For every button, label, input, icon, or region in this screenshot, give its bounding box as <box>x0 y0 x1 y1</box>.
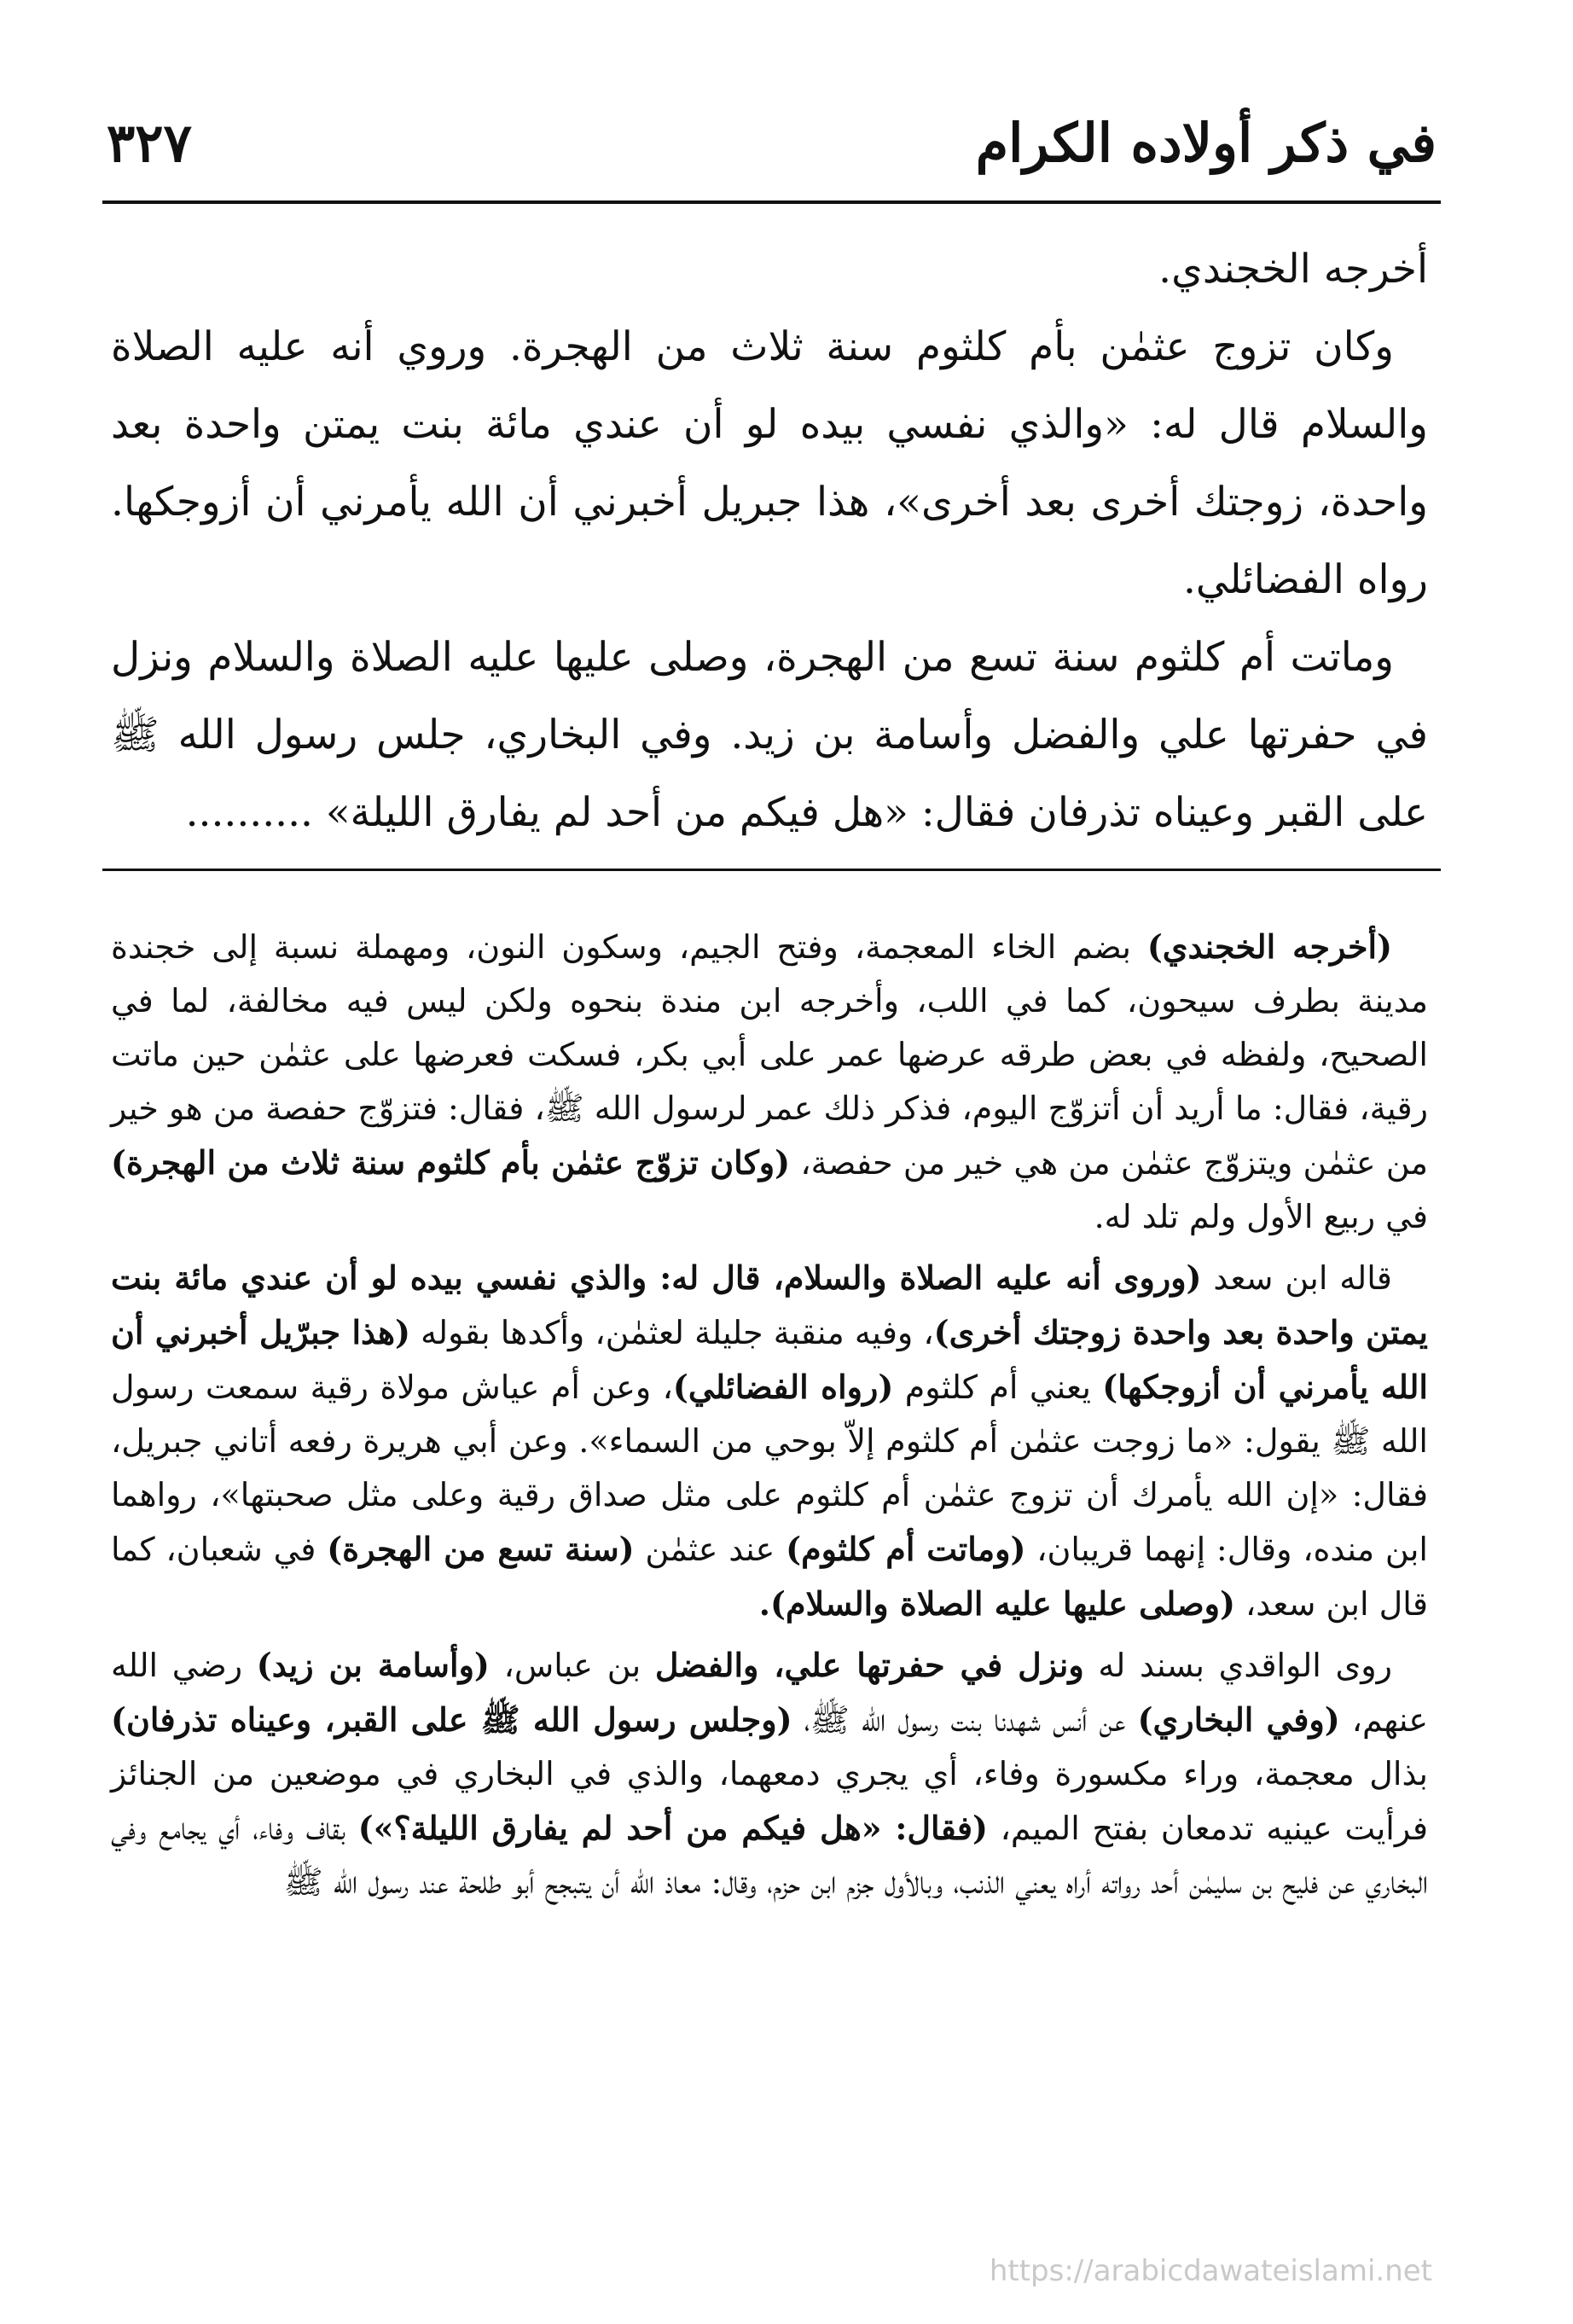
commentary-text: بن عباس، <box>489 1647 655 1684</box>
commentary-text: عند عثمٰن <box>634 1531 786 1568</box>
commentary-quote: (وفي البخاري) <box>1137 1700 1340 1739</box>
main-paragraph: أخرجه الخجندي. <box>1158 246 1428 293</box>
commentary-text: ، وفيه منقبة جليلة لعثمٰن، وأكدها بقوله <box>409 1314 934 1351</box>
commentary-text: يعني أم كلثوم <box>893 1368 1103 1406</box>
commentary-text: عن أنس شهدنا بنت رسول الله ﷺ، <box>792 1701 1138 1739</box>
commentary-paragraph <box>111 1251 1428 1631</box>
commentary-quote: (فقال: «هل فيكم من أحد لم يفارق الليلة؟») <box>357 1809 988 1847</box>
commentary-text: في شعبان، كما قال ابن سعد، <box>111 1531 1428 1623</box>
commentary-text: روى الواقدي بسند له <box>1083 1647 1392 1684</box>
commentary-quote: (وروى أنه عليه الصلاة والسلام، قال له: والذي نفسي بيده لو أن عندي مائة بنت يمتن واحدة بعد واحدة زوجتك أخرى) <box>111 1258 1428 1351</box>
commentary-quote: (وكان تزوّج عثمٰن بأم كلثوم سنة ثلاث من الهجرة) <box>111 1143 791 1182</box>
commentary-section <box>111 920 1428 1916</box>
watermark: https://arabicdawateislami.net <box>989 2254 1432 2288</box>
commentary-quote: (وأسامة بن زيد) <box>256 1646 490 1684</box>
commentary-quote: (أخرجه الخجندي) <box>1146 927 1393 966</box>
commentary-text: بذال معجمة، وراء مكسورة وفاء، أي يجري دمعهما، والذي في البخاري في موضعين من الجنائز فرأيت عينيه تدمعان بفتح الميم، <box>111 1755 1428 1847</box>
page-number: ٣٢٧ <box>107 112 192 174</box>
page-header <box>107 102 1437 183</box>
main-paragraph: وكان تزوج عثمٰن بأم كلثوم سنة ثلاث من الهجرة. وروي أنه عليه الصلاة والسلام قال له: «والذي نفسي بيده لو أن عندي مائة بنت يمتن واحدة بعد واحدة، زوجتك أخرى بعد أخرى»، هذا جبريل أخبرني أن الله يأمرني أن أزوجكها. رواه الفضائلي. <box>111 323 1428 603</box>
chapter-title: في ذكر أولاده الكرام <box>975 112 1437 174</box>
header-divider <box>102 200 1441 204</box>
commentary-quote: (وماتت أم كلثوم) <box>786 1530 1026 1568</box>
commentary-paragraph <box>111 1638 1428 1909</box>
main-text <box>111 230 1428 851</box>
commentary-paragraph <box>111 920 1428 1244</box>
commentary-text: بقاف وفاء، أي يجامع وفي البخاري عن فليح بن سليمٰن أحد رواته أراه يعني الذنب، وبالأول جزم ابن حزم، وقال: معاذ الله أن يتبجح أبو طلحة عند رسول الله ﷺ <box>111 1810 1428 1901</box>
main-paragraph <box>111 619 1428 851</box>
commentary-quote: (وجلس رسول الله ﷺ على القبر، وعيناه تذرفان) <box>111 1700 792 1739</box>
commentary-quote: ونزل في حفرتها علي، والفضل <box>654 1646 1084 1684</box>
commentary-quote: (هذا جبرّيل أخبرني أن الله يأمرني أن أزوجكها) <box>111 1313 1428 1406</box>
continuation-dots: .......... <box>185 789 313 836</box>
commentary-text: رضي الله عنهم، <box>111 1647 1428 1739</box>
commentary-text: ، وعن أم عياش مولاة رقية سمعت رسول الله ﷺ يقول: «ما زوجت عثمٰن أم كلثوم إلاّ بوحي من السماء». وعن أبي هريرة رفعه أتاني جبريل، فقال: «إن الله يأمرك أن تزوج عثمٰن أم كلثوم على مثل صداق رقية وعلى مثل صحبتها»، رواهما ابن منده، وقال: إنهما قريبان، <box>111 1368 1428 1568</box>
commentary-quote: (وصلى عليها عليه الصلاة والسلام). <box>758 1584 1235 1623</box>
commentary-divider <box>102 869 1441 871</box>
main-paragraph-text: وماتت أم كلثوم سنة تسع من الهجرة، وصلى عليها عليه الصلاة والسلام ونزل في حفرتها علي والفضل وأسامة بن زيد. وفي البخاري، جلس رسول الله ﷺ على القبر وعيناه تذرفان فقال: «هل فيكم من أحد لم يفارق الليلة» <box>111 634 1428 836</box>
commentary-quote: (سنة تسع من الهجرة) <box>327 1530 635 1568</box>
commentary-text: في ربيع الأول ولم تلد له. <box>1094 1198 1428 1235</box>
commentary-quote: (رواه الفضائلي) <box>672 1368 894 1406</box>
commentary-text: قاله ابن سعد <box>1201 1259 1392 1297</box>
commentary-text: بضم الخاء المعجمة، وفتح الجيم، وسكون النون، ومهملة نسبة إلى خجندة مدينة بطرف سيحون، كما في اللب، وأخرجه ابن مندة بنحوه ولكن ليس فيه مخالفة، لما في الصحيح، ولفظه في بعض طرقه عرضها عمر على أبي بكر، فسكت فعرضها على عثمٰن حين ماتت رقية، فقال: ما أريد أن أتزوّج اليوم، فذكر ذلك عمر لرسول الله ﷺ، فقال: فتزوّج حفصة من هو خير من عثمٰن ويتزوّج عثمٰن من هي خير من حفصة، <box>111 928 1428 1182</box>
